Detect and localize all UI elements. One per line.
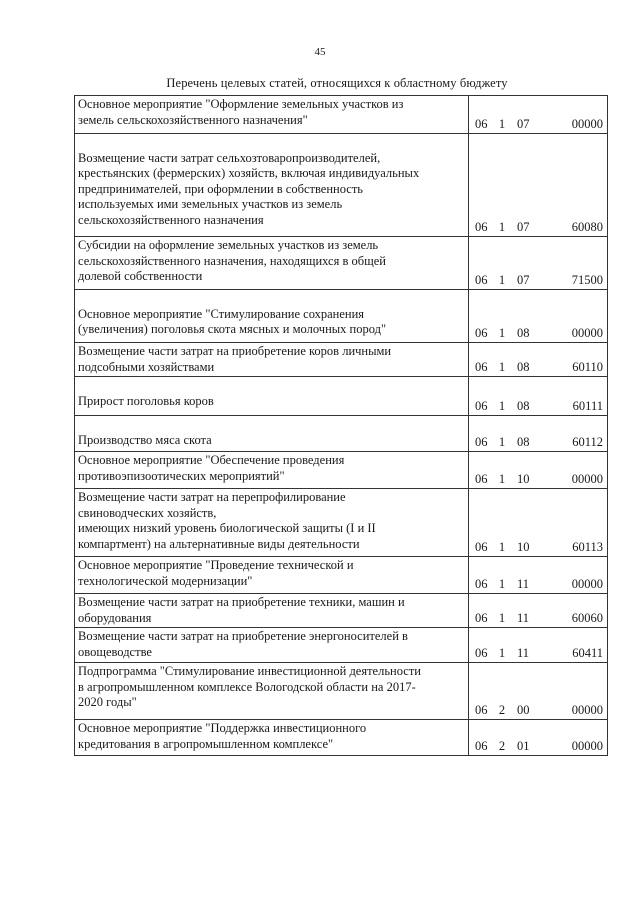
item-name: Возмещение части затрат сельхозтоваропроизводителей, крестьянских (фермерских) хозяйств, включая индивидуальных предпринимателей, при оформлении в собственность используемых ими земельных участков из земель сельскохозяйственного назначения <box>78 150 420 227</box>
item-code-cell <box>469 489 608 557</box>
item-code-cell <box>469 452 608 489</box>
direction-code: 71500 <box>571 272 603 287</box>
item-code-cell <box>469 594 608 628</box>
subprogram-code: 1 <box>498 471 506 486</box>
item-name: Производство мяса скота <box>78 432 212 447</box>
subprogram-code: 1 <box>498 539 506 554</box>
item-name-cell <box>75 237 469 290</box>
subprogram-code: 1 <box>498 398 506 413</box>
measure-code: 07 <box>517 272 530 287</box>
item-code-cell <box>469 96 608 134</box>
direction-code: 00000 <box>571 325 603 340</box>
table-row <box>75 237 608 290</box>
direction-code: 60111 <box>572 398 603 413</box>
program-code: 06 <box>475 471 488 486</box>
table-row <box>75 452 608 489</box>
program-code: 06 <box>475 539 488 554</box>
measure-code: 08 <box>517 325 530 340</box>
subprogram-code: 1 <box>498 325 506 340</box>
table-row <box>75 96 608 134</box>
table-row <box>75 489 608 557</box>
table-row <box>75 290 608 343</box>
program-code: 06 <box>475 610 488 625</box>
item-name-cell <box>75 594 469 628</box>
measure-code: 10 <box>517 471 530 486</box>
item-name-cell <box>75 628 469 663</box>
subprogram-code: 1 <box>498 610 506 625</box>
item-name-cell <box>75 343 469 377</box>
item-name: Прирост поголовья коров <box>78 393 214 408</box>
item-name: Подпрограмма "Стимулирование инвестиционной деятельности в агропромышленном комплексе Вологодской области на 2017- 2020 годы" <box>78 664 421 709</box>
item-code-cell <box>469 377 608 416</box>
table-row <box>75 377 608 416</box>
program-code: 06 <box>475 738 488 753</box>
program-code: 06 <box>475 325 488 340</box>
table-row <box>75 416 608 452</box>
item-name-cell <box>75 663 469 720</box>
target-items-table <box>74 95 608 756</box>
direction-code: 60080 <box>571 219 603 234</box>
program-code: 06 <box>475 576 488 591</box>
measure-code: 11 <box>517 645 530 660</box>
direction-code: 60060 <box>571 610 603 625</box>
program-code: 06 <box>475 219 488 234</box>
item-name-cell <box>75 377 469 416</box>
measure-code: 11 <box>517 576 530 591</box>
direction-code: 00000 <box>571 738 603 753</box>
measure-code: 07 <box>517 219 530 234</box>
table-row <box>75 343 608 377</box>
subprogram-code: 1 <box>498 219 506 234</box>
direction-code: 00000 <box>571 471 603 486</box>
program-code: 06 <box>475 434 488 449</box>
page-number: 45 <box>314 46 326 58</box>
item-name: Субсидии на оформление земельных участков из земель сельскохозяйственного назначения, находящихся в общей долевой собственности <box>78 238 386 283</box>
table-row <box>75 720 608 756</box>
program-code: 06 <box>475 702 488 717</box>
item-code-cell <box>469 237 608 290</box>
item-code-cell <box>469 343 608 377</box>
table-row <box>75 594 608 628</box>
item-name-cell <box>75 416 469 452</box>
item-name-cell <box>75 290 469 343</box>
item-name: Возмещение части затрат на перепрофилирование свиноводческих хозяйств, имеющих низкий уровень биологической защиты (I и II компартмент) на альтернативные виды деятельности <box>78 490 376 551</box>
table-title: Перечень целевых статей, относящихся к областному бюджету <box>166 76 508 90</box>
table-row <box>75 134 608 237</box>
subprogram-code: 1 <box>498 272 506 287</box>
program-code: 06 <box>475 272 488 287</box>
measure-code: 10 <box>517 539 530 554</box>
measure-code: 08 <box>517 359 530 374</box>
subprogram-code: 1 <box>498 359 506 374</box>
direction-code: 60112 <box>572 434 603 449</box>
subprogram-code: 1 <box>498 434 506 449</box>
item-code-cell <box>469 720 608 756</box>
measure-code: 01 <box>517 738 530 753</box>
item-code-cell <box>469 290 608 343</box>
program-code: 06 <box>475 398 488 413</box>
measure-code: 08 <box>517 398 530 413</box>
table-row <box>75 663 608 720</box>
item-name-cell <box>75 452 469 489</box>
direction-code: 60113 <box>572 539 603 554</box>
item-name-cell <box>75 557 469 594</box>
table-row <box>75 557 608 594</box>
item-name: Основное мероприятие "Стимулирование сохранения (увеличения) поголовья скота мясных и молочных пород" <box>78 306 387 336</box>
item-name: Основное мероприятие "Поддержка инвестиционного кредитования в агропромышленном комплексе" <box>78 721 367 751</box>
item-name: Основное мероприятие "Обеспечение проведения противоэпизоотических мероприятий" <box>78 453 345 483</box>
item-name: Возмещение части затрат на приобретение коров личными подсобными хозяйствами <box>78 344 392 374</box>
item-name: Основное мероприятие "Проведение технической и технологической модернизации" <box>78 558 354 588</box>
subprogram-code: 1 <box>498 576 506 591</box>
measure-code: 00 <box>517 702 530 717</box>
measure-code: 07 <box>517 116 530 131</box>
table-row <box>75 628 608 663</box>
item-name-cell <box>75 720 469 756</box>
direction-code: 00000 <box>571 702 603 717</box>
program-code: 06 <box>475 116 488 131</box>
measure-code: 08 <box>517 434 530 449</box>
subprogram-code: 1 <box>498 116 506 131</box>
item-code-cell <box>469 557 608 594</box>
program-code: 06 <box>475 359 488 374</box>
subprogram-code: 1 <box>498 645 506 660</box>
item-name: Возмещение части затрат на приобретение энергоносителей в овощеводстве <box>78 629 408 659</box>
direction-code: 60411 <box>572 645 603 660</box>
measure-code: 11 <box>517 610 530 625</box>
direction-code: 60110 <box>572 359 603 374</box>
item-code-cell <box>469 134 608 237</box>
item-name-cell <box>75 489 469 557</box>
program-code: 06 <box>475 645 488 660</box>
item-name-cell <box>75 134 469 237</box>
item-code-cell <box>469 628 608 663</box>
item-name-cell <box>75 96 469 134</box>
item-code-cell <box>469 416 608 452</box>
item-code-cell <box>469 663 608 720</box>
direction-code: 00000 <box>571 116 603 131</box>
item-name: Основное мероприятие "Оформление земельных участков из земель сельскохозяйственного назначения" <box>78 97 404 127</box>
subprogram-code: 2 <box>498 702 506 717</box>
subprogram-code: 2 <box>498 738 506 753</box>
direction-code: 00000 <box>571 576 603 591</box>
item-name: Возмещение части затрат на приобретение техники, машин и оборудования <box>78 595 405 625</box>
